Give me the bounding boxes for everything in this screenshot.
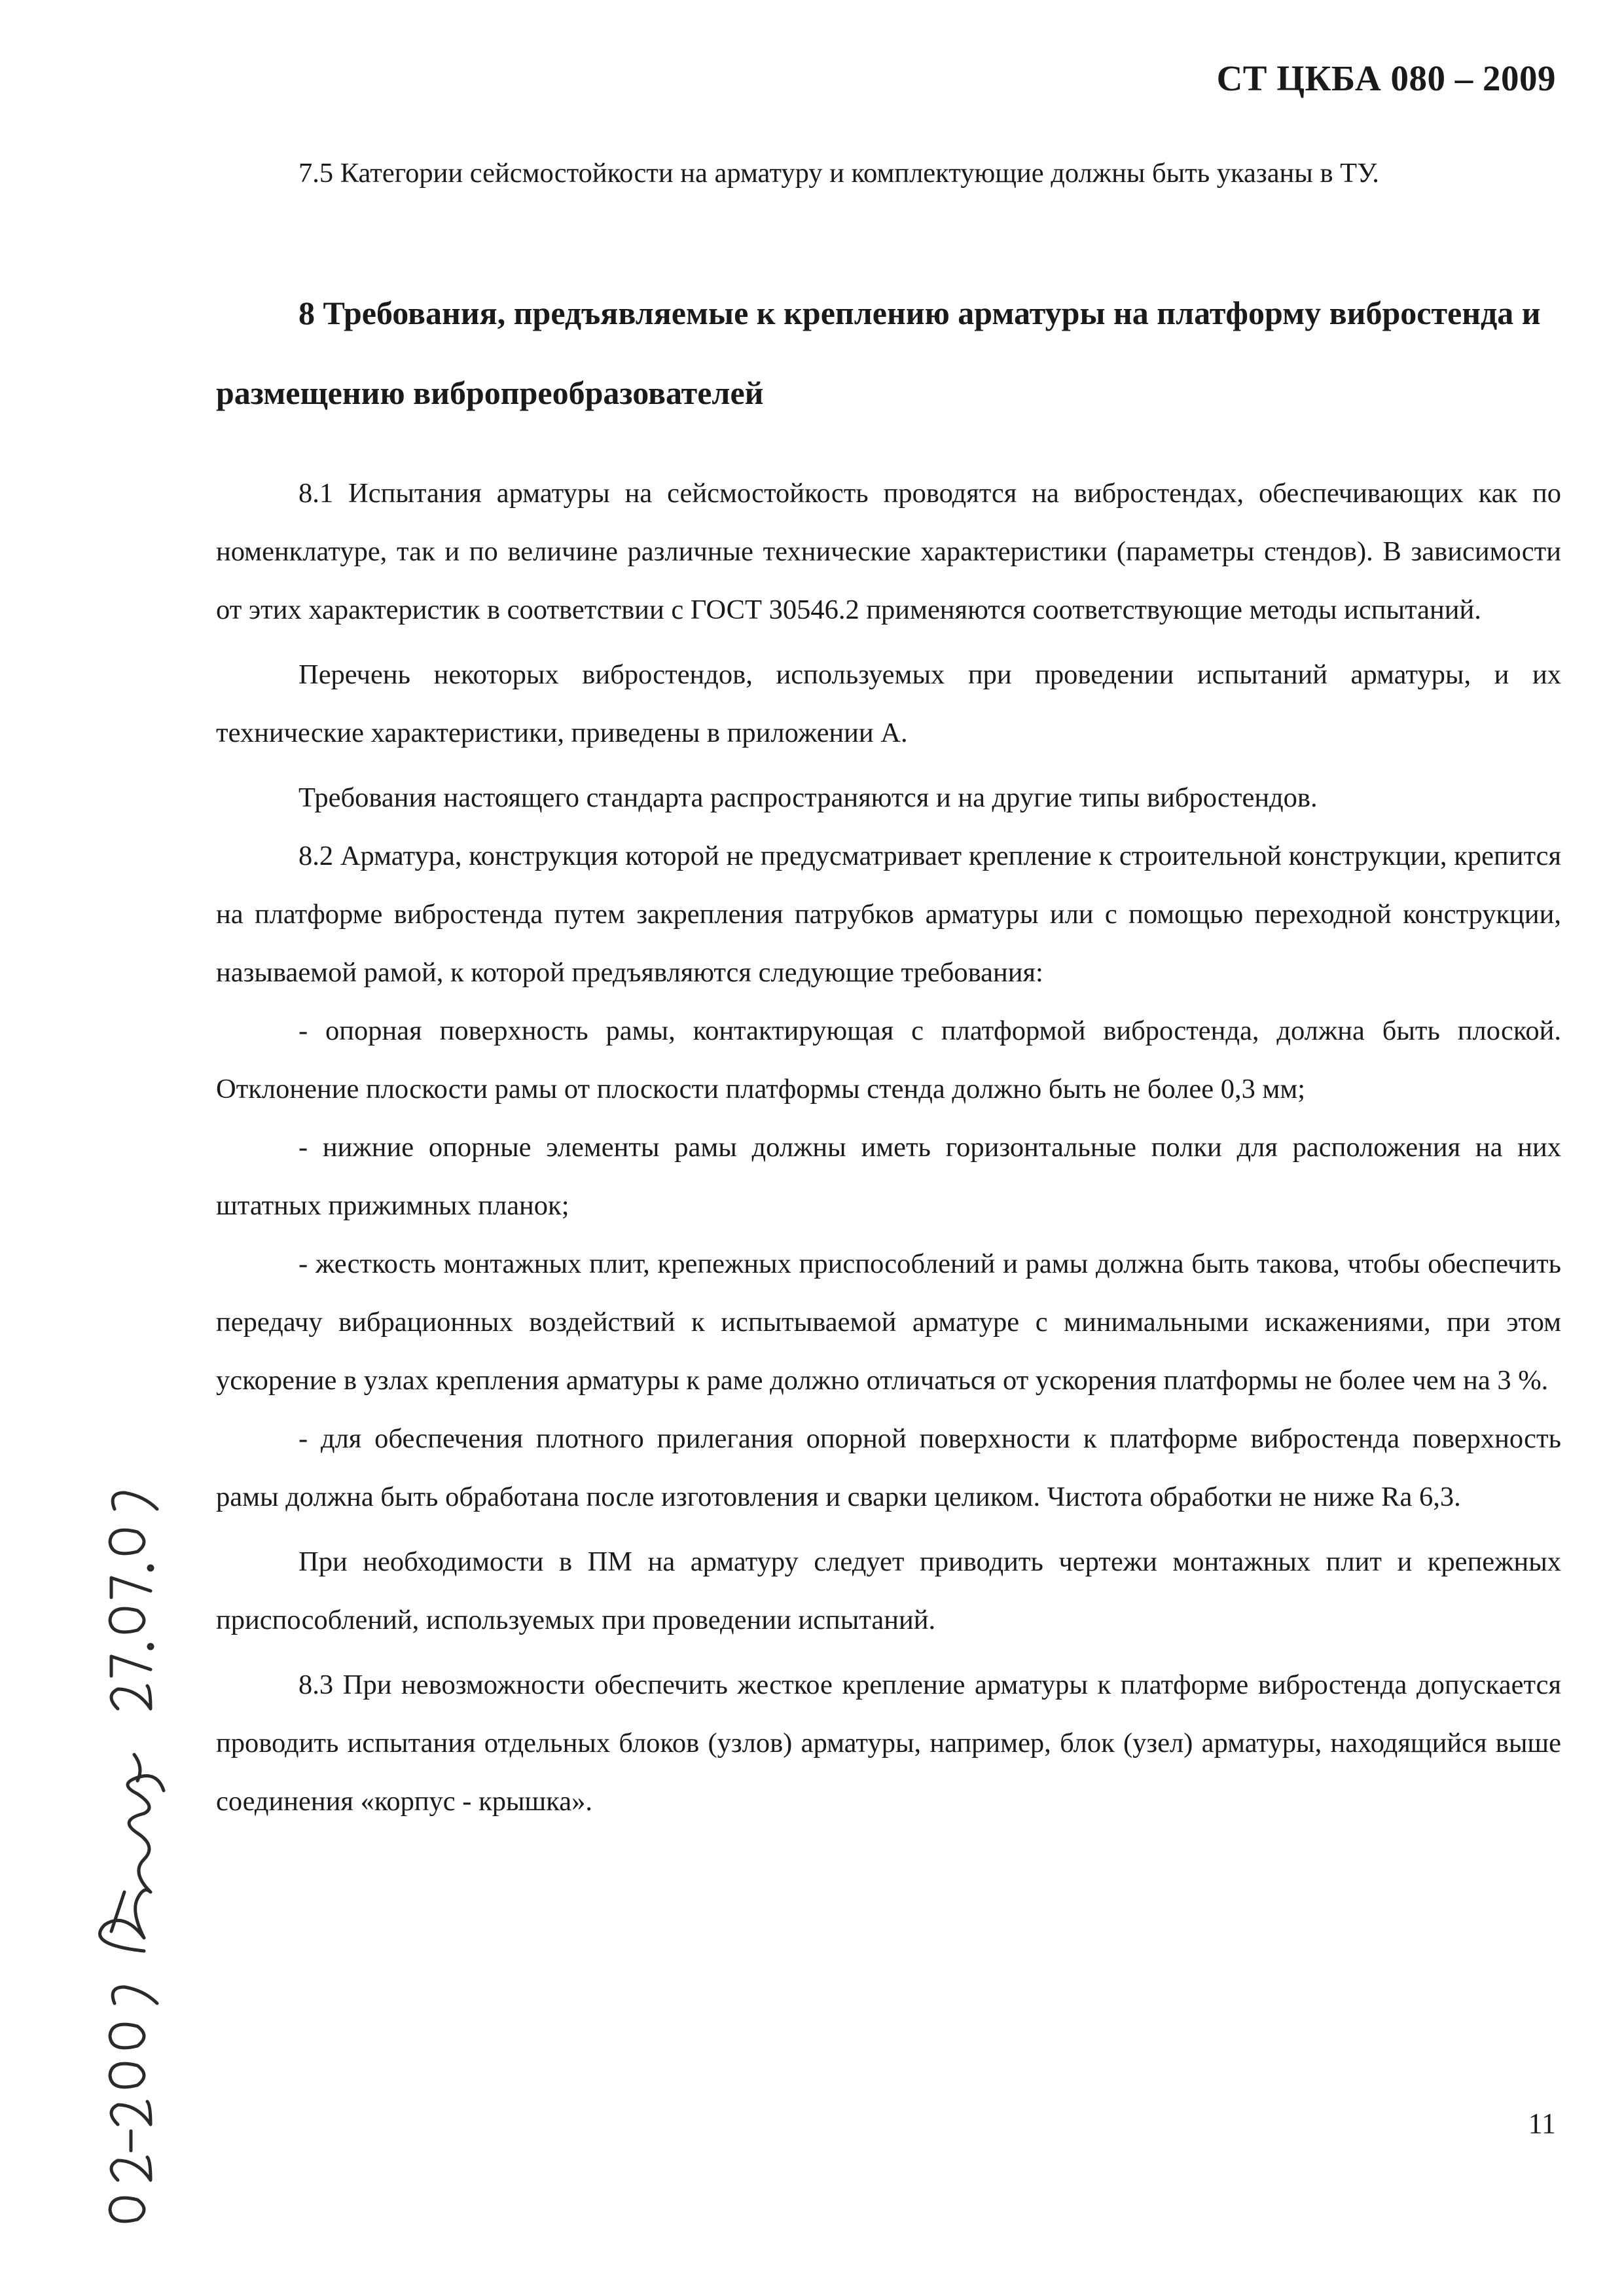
- page-number: 11: [1528, 2107, 1556, 2140]
- document-code: СТ ЦКБА 080 – 2009: [1216, 58, 1556, 98]
- paragraph-8-3: 8.3 При невозможности обеспечить жесткое крепление арматуры к платформе вибростенда допускается проводить испытания отдельных блоков (узлов) арматуры, например, блок (узел) арматуры, находящийся выше соединения «корпус - крышка».: [216, 1669, 1561, 1817]
- requirement-item: - опорная поверхность рамы, контактирующая с платформой вибростенда, должна быть плоской. Отклонение плоскости рамы от плоскости платформы стенда должно быть не более 0,3 мм;: [216, 1015, 1561, 1104]
- requirement-item: - нижние опорные элементы рамы должны иметь горизонтальные полки для расположения на них штатных прижимных планок;: [216, 1132, 1561, 1221]
- handwritten-signature-stamp: [26, 1401, 223, 2252]
- paragraph-pm: При необходимости в ПМ на арматуру следует приводить чертежи монтажных плит и крепежных приспособлений, используемых при проведении испытаний.: [216, 1546, 1561, 1635]
- section-8-title: 8 Требования, предъявляемые к креплению арматуры на платформу вибростенда и размещению вибропреобразователей: [216, 295, 1541, 411]
- requirement-item: - жесткость монтажных плит, крепежных приспособлений и рамы должна быть такова, чтобы обеспечить передачу вибрационных воздействий к испытываемой арматуре с минимальными искажениями, при этом ускорение в узлах крепления арматуры к раме должно отличаться от ускорения платформы не более чем на 3 %.: [216, 1248, 1561, 1396]
- paragraph-8-1: 8.1 Испытания арматуры на сейсмостойкость проводятся на вибростендах, обеспечивающих как по номенклатуре, так и по величине различные технические характеристики (параметры стендов). В зависимости от этих характеристик в соответствии с ГОСТ 30546.2 применяются соответствующие методы испытаний.: [216, 478, 1561, 625]
- paragraph-other-types: Требования настоящего стандарта распространяются и на другие типы вибростендов.: [298, 782, 1318, 813]
- paragraph-stands-list: Перечень некоторых вибростендов, используемых при проведении испытаний арматуры, и их технические характеристики, приведены в приложении А.: [216, 659, 1561, 748]
- page-body: [216, 144, 1561, 1831]
- paragraph-8-2: 8.2 Арматура, конструкция которой не предусматривает крепление к строительной конструкции, крепится на платформе вибростенда путем закрепления патрубков арматуры или с помощью переходной конструкции, называемой рамой, к которой предъявляются следующие требования:: [216, 841, 1561, 988]
- requirement-item: - для обеспечения плотного прилегания опорной поверхности к платформе вибростенда поверхность рамы должна быть обработана после изготовления и сварки целиком. Чистота обработки не ниже Ra 6,3.: [216, 1423, 1561, 1512]
- paragraph-7-5: 7.5 Категории сейсмостойкости на арматуру и комплектующие должны быть указаны в ТУ.: [298, 158, 1379, 189]
